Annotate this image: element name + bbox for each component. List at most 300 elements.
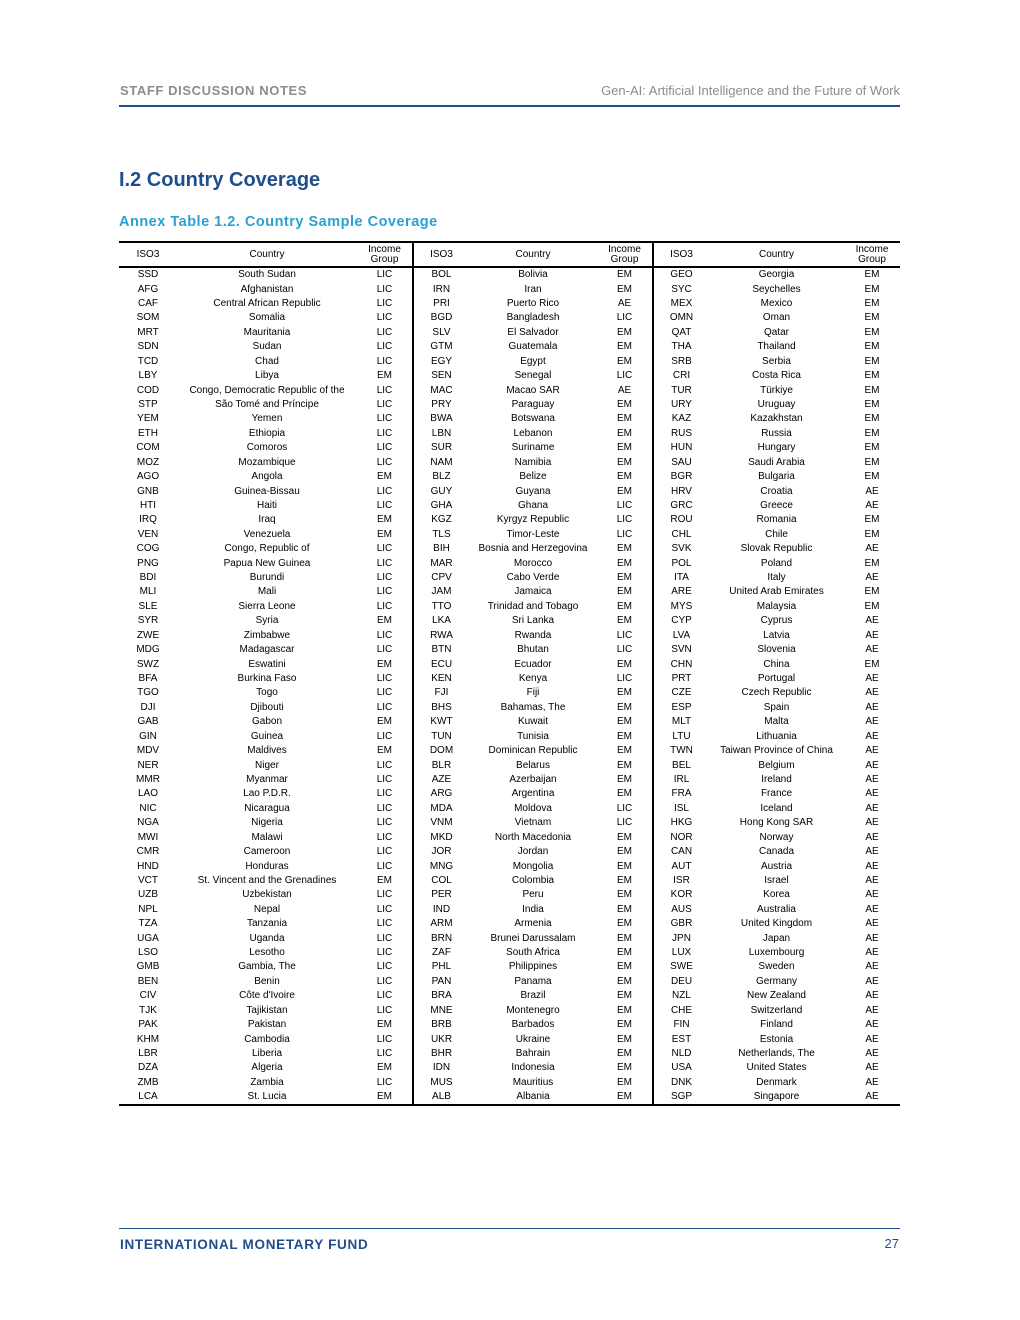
income-group-cell: LIC [357,931,413,945]
income-group-cell: LIC [597,499,653,513]
income-group-cell: EM [357,657,413,671]
country-cell: Comoros [246,442,288,454]
income-group-cell: AE [865,773,879,785]
income-group-cell: LIC [357,499,413,513]
iso3-cell: MNE [430,1004,453,1016]
iso3-cell: IDN [432,1062,451,1074]
country-cell: Serbia [762,355,791,367]
income-group-cell: EM [597,1032,653,1046]
iso3-cell: SUR [430,442,453,454]
column-header: ISO3 [119,242,177,267]
iso3-cell: SDN [137,341,159,353]
income-group-cell: LIC [357,960,413,974]
income-group-cell: EM [597,1004,653,1018]
country-cell: Mozambique [238,456,296,468]
income-group-cell: LIC [357,629,413,643]
income-group-cell: AE [865,846,879,858]
country-cell: Bolivia [518,269,548,281]
income-group-cell: AE [865,716,879,728]
iso3-cell: TCD [137,355,159,367]
income-group-cell: AE [865,975,879,987]
country-cell: Senegal [514,370,552,382]
iso3-cell: BRA [431,990,452,1002]
iso3-cell: SLE [138,600,158,612]
income-group-cell: EM [864,384,880,396]
table-row [119,960,900,974]
iso3-cell: MMR [136,773,160,785]
income-group-cell: EM [597,355,653,369]
table-row [119,787,900,801]
income-group-cell: AE [865,918,879,930]
country-cell: Gambia, The [238,961,296,973]
iso3-cell: NZL [672,990,691,1002]
table-row [119,556,900,570]
iso3-cell: LBR [138,1047,158,1059]
iso3-cell: VEN [137,528,159,540]
country-cell: Qatar [763,326,789,338]
country-cell: Guinea [250,730,284,742]
country-cell: Czech Republic [741,687,812,699]
income-group-cell: EM [597,946,653,960]
column-header: Country [709,242,844,267]
income-group-cell: AE [865,932,879,944]
income-group-cell: LIC [357,1004,413,1018]
iso3-cell: TWN [670,745,693,757]
table-row [119,903,900,917]
income-group-cell: EM [597,427,653,441]
country-cell: Cyprus [760,615,793,627]
iso3-cell: BRB [431,1019,452,1031]
iso3-cell: FRA [671,788,692,800]
iso3-cell: IRQ [139,514,157,526]
income-group-cell: EM [597,412,653,426]
income-group-cell: LIC [357,686,413,700]
column-header: Income Group [844,242,900,267]
country-cell: Kazakhstan [750,413,803,425]
income-group-cell: AE [865,1004,879,1016]
country-cell: New Zealand [747,990,806,1002]
country-cell: Luxembourg [748,947,805,959]
country-cell: Iran [524,283,542,295]
iso3-cell: SSD [137,269,159,281]
iso3-cell: ESP [671,701,692,713]
iso3-cell: GMB [136,961,160,973]
iso3-cell: LVA [672,629,691,641]
income-group-cell: EM [357,1090,413,1105]
table-row [119,484,900,498]
iso3-cell: SWZ [136,658,160,670]
iso3-cell: NER [137,759,159,771]
iso3-cell: GAB [137,716,159,728]
country-cell: Namibia [514,456,552,468]
country-cell: Guyana [515,485,551,497]
country-cell: Angola [251,471,283,483]
iso3-cell: MRT [137,326,159,338]
table-row [119,917,900,931]
table-row [119,340,900,354]
iso3-cell: SVK [671,543,692,555]
iso3-cell: SWE [670,961,693,973]
iso3-cell: CZE [671,687,692,699]
income-group-cell: LIC [357,859,413,873]
income-group-cell: LIC [357,398,413,412]
table-row [119,528,900,542]
table-row [119,874,900,888]
country-cell: United Arab Emirates [729,586,824,598]
country-cell: Eswatini [248,658,286,670]
country-cell: Egypt [520,355,546,367]
iso3-cell: LSO [137,947,158,959]
country-cell: Ethiopia [248,427,286,439]
income-group-cell: EM [864,471,880,483]
iso3-cell: GUY [430,485,453,497]
country-cell: Austria [760,860,793,872]
income-group-cell: LIC [597,369,653,383]
iso3-cell: HRV [671,485,692,497]
iso3-cell: CHN [670,658,693,670]
income-group-cell: EM [864,370,880,382]
income-group-cell: LIC [357,903,413,917]
income-group-cell: LIC [357,427,413,441]
iso3-cell: MDA [430,802,453,814]
income-group-cell: EM [597,701,653,715]
iso3-cell: KAZ [671,413,692,425]
country-cell: Ecuador [514,658,552,670]
income-group-cell: EM [597,340,653,354]
income-group-cell: LIC [357,1032,413,1046]
iso3-cell: LKA [432,615,451,627]
iso3-cell: BDI [139,572,157,584]
header-rule [119,105,900,107]
iso3-cell: EST [671,1033,692,1045]
country-cell: Oman [762,312,791,324]
iso3-cell: MUS [430,1076,453,1088]
income-group-cell: EM [864,456,880,468]
income-group-cell: AE [865,730,879,742]
iso3-cell: SRB [671,355,692,367]
iso3-cell: COG [136,543,160,555]
iso3-cell: BHR [430,1047,453,1059]
income-group-cell: EM [597,888,653,902]
iso3-cell: BLZ [432,471,451,483]
country-cell: St. Vincent and the Grenadines [197,874,337,886]
iso3-cell: GTM [430,341,453,353]
income-group-cell: AE [865,860,879,872]
country-cell: Slovenia [757,644,796,656]
income-group-cell: EM [597,326,653,340]
income-group-cell: AE [865,802,879,814]
iso3-cell: LBY [138,370,158,382]
country-cell: Estonia [759,1033,794,1045]
iso3-cell: FIN [673,1019,690,1031]
iso3-cell: LUX [671,947,692,959]
income-group-cell: LIC [357,600,413,614]
country-cell: Singapore [709,1090,844,1105]
iso3-cell: PER [431,889,452,901]
iso3-cell: TGO [137,687,159,699]
country-cell: Niger [255,759,279,771]
income-group-cell: EM [357,528,413,542]
country-cell: Indonesia [511,1062,555,1074]
country-cell: Syria [255,615,279,627]
iso3-cell: ROU [670,514,693,526]
iso3-cell: BEN [137,975,159,987]
income-group-cell: EM [597,1018,653,1032]
table-row [119,369,900,383]
country-cell: Vietnam [514,817,552,829]
country-cell: Malaysia [756,600,797,612]
country-cell: Zambia [250,1076,284,1088]
country-cell: Armenia [514,918,552,930]
income-group-cell: AE [865,759,879,771]
iso3-cell: PNG [137,557,159,569]
country-cell: Honduras [245,860,289,872]
income-group-cell: EM [597,455,653,469]
iso3-cell: GEO [670,269,693,281]
iso3-cell: AFG [137,283,159,295]
country-cell: Morocco [513,557,553,569]
country-cell: Spain [763,701,790,713]
table-row [119,816,900,830]
income-group-cell: LIC [357,701,413,715]
iso3-cell: LAO [137,788,158,800]
iso3-cell: LBN [431,427,452,439]
iso3-cell: AZE [431,773,452,785]
country-cell: Côte d'Ivoire [239,990,295,1002]
iso3-cell: ECU [430,658,453,670]
country-cell: Puerto Rico [506,298,560,310]
income-group-cell: EM [864,355,880,367]
iso3-cell: YEM [137,413,159,425]
income-group-cell: EM [864,442,880,454]
iso3-cell: JPN [672,932,691,944]
income-group-cell: LIC [357,787,413,801]
iso3-cell: CYP [671,615,692,627]
footer-publisher: INTERNATIONAL MONETARY FUND [120,1237,369,1252]
income-group-cell: LIC [357,730,413,744]
income-group-cell: EM [864,298,880,310]
table-row [119,773,900,787]
income-group-cell: AE [865,903,879,915]
country-cell: El Salvador [507,326,559,338]
page-number: 27 [884,1236,899,1251]
table-row [119,672,900,686]
income-group-cell: EM [864,514,880,526]
iso3-cell: CHL [671,528,692,540]
iso3-cell: CIV [139,990,157,1002]
table-row [119,657,900,671]
country-cell: Kyrgyz Republic [496,514,570,526]
iso3-cell: THA [671,341,692,353]
income-group-cell: EM [597,989,653,1003]
iso3-cell: CMR [136,846,160,858]
country-cell: Rwanda [514,629,552,641]
country-cell: South Sudan [238,269,296,281]
table-row [119,311,900,325]
income-group-cell: EM [864,399,880,410]
income-group-cell: AE [865,1019,879,1031]
income-group-cell: EM [357,1018,413,1032]
iso3-cell: ETH [138,427,158,439]
country-cell: United States [746,1062,807,1074]
iso3-cell: SVN [671,644,692,656]
iso3-cell: KEN [431,673,452,685]
income-group-cell: AE [865,947,879,959]
income-group-cell: LIC [357,412,413,426]
running-header-left: STAFF DISCUSSION NOTES [120,83,308,98]
column-header: ISO3 [653,242,709,267]
country-cell: Cambodia [244,1033,290,1045]
country-cell: Congo, Democratic Republic of the [189,384,345,396]
iso3-cell: ISL [673,802,689,814]
iso3-cell: ARG [430,788,453,800]
income-group-cell: LIC [357,1076,413,1090]
column-header: Country [177,242,357,267]
country-cell: Slovak Republic [740,543,813,555]
iso3-cell: GRC [670,499,693,511]
iso3-cell: MKD [430,831,453,843]
income-group-cell: LIC [357,355,413,369]
iso3-cell: STP [138,399,158,410]
income-group-cell: EM [357,1061,413,1075]
country-cell: Italy [767,572,786,584]
income-group-cell: EM [597,542,653,556]
iso3-cell: MAC [430,384,453,396]
income-group-cell: AE [865,701,879,713]
iso3-cell: AUS [671,903,692,915]
table-row [119,802,900,816]
country-cell: Jamaica [514,586,552,598]
country-cell: Burkina Faso [237,673,297,685]
table-row [119,1047,900,1061]
iso3-cell: PAK [138,1019,158,1031]
country-cell: Georgia [758,269,795,281]
iso3-cell: CPV [431,572,452,584]
iso3-cell: CAN [670,846,693,858]
income-group-cell: LIC [357,773,413,787]
income-group-cell: EM [597,556,653,570]
iso3-cell: COL [431,874,452,886]
iso3-cell: JOR [431,846,452,858]
iso3-cell: PRT [671,673,692,685]
country-cell: Zimbabwe [243,629,291,641]
income-group-cell: EM [597,715,653,729]
income-group-cell: LIC [597,643,653,657]
iso3-cell: GBR [670,918,693,930]
iso3-cell: PHL [431,961,452,973]
country-cell: Lithuania [756,730,797,742]
iso3-cell: GNB [137,485,159,497]
income-group-cell: AE [865,788,879,800]
table-row [119,614,900,628]
table-row [119,470,900,484]
column-header: Income Group [597,242,653,267]
running-header-right: Gen-AI: Artificial Intelligence and the Future of Work [601,83,900,98]
iso3-cell: ZWE [136,629,160,641]
table-row [119,701,900,715]
iso3-cell: ARE [671,586,692,598]
income-group-cell: LIC [357,585,413,599]
table-row [119,1032,900,1046]
iso3-cell: BEL [672,759,691,771]
income-group-cell: EM [597,1076,653,1090]
iso3-cell: TZA [138,918,158,930]
country-cell: Bhutan [517,644,549,656]
iso3-cell: UZB [138,889,158,901]
income-group-cell: EM [597,845,653,859]
country-cell: Afghanistan [240,283,294,295]
table-row [119,1004,900,1018]
income-group-cell: EM [597,614,653,628]
iso3-cell: EGY [430,355,453,367]
income-group-cell: LIC [597,629,653,643]
country-cell: Netherlands, The [738,1047,815,1059]
income-group-cell: EM [597,398,653,412]
table-row [119,888,900,902]
iso3-cell: SAU [671,456,692,468]
country-cell: Costa Rica [752,370,801,382]
country-cell: Croatia [760,485,793,497]
country-cell: Japan [762,932,791,944]
income-group-cell: EM [597,282,653,296]
income-group-cell: AE [865,572,879,584]
country-coverage-table [119,241,900,1106]
income-group-cell: EM [864,341,880,353]
country-cell: Latvia [763,629,790,641]
country-cell: Gabon [251,716,283,728]
country-cell: Argentina [511,788,555,800]
table-header-row [119,242,900,267]
iso3-cell: AGO [136,471,160,483]
country-cell: North Macedonia [494,831,572,843]
income-group-cell: LIC [357,441,413,455]
country-cell: Guinea-Bissau [234,485,300,497]
country-cell: Canada [758,846,795,858]
country-cell: Montenegro [506,1004,560,1016]
country-cell: France [760,788,793,800]
iso3-cell: CHE [670,1004,693,1016]
table-row [119,1018,900,1032]
country-cell: Mali [257,586,277,598]
income-group-cell: LIC [597,528,653,542]
country-cell: Burundi [249,572,285,584]
income-group-cell: EM [357,513,413,527]
income-group-cell: EM [597,1047,653,1061]
table-row [119,830,900,844]
country-cell: Australia [757,903,796,915]
country-cell: Congo, Republic of [224,543,310,555]
country-cell: Belgium [758,759,795,771]
country-cell: Bosnia and Herzegovina [478,543,588,555]
income-group-cell: AE [865,1047,879,1059]
table-row [119,355,900,369]
iso3-cell: GIN [139,730,157,742]
income-group-cell: EM [597,859,653,873]
income-group-cell: LIC [357,917,413,931]
iso3-cell: NPL [138,903,158,915]
iso3-cell: BIH [433,543,450,555]
iso3-cell: SYR [137,615,159,627]
iso3-cell: ISR [673,874,690,886]
country-cell: Barbados [511,1019,555,1031]
country-cell: Brunei Darussalam [490,932,576,944]
country-cell: Chile [765,528,788,540]
table-row [119,542,900,556]
country-cell: Benin [254,975,280,987]
income-group-cell: AE [865,644,879,656]
income-group-cell: EM [864,557,880,569]
iso3-cell: FJI [434,687,449,699]
